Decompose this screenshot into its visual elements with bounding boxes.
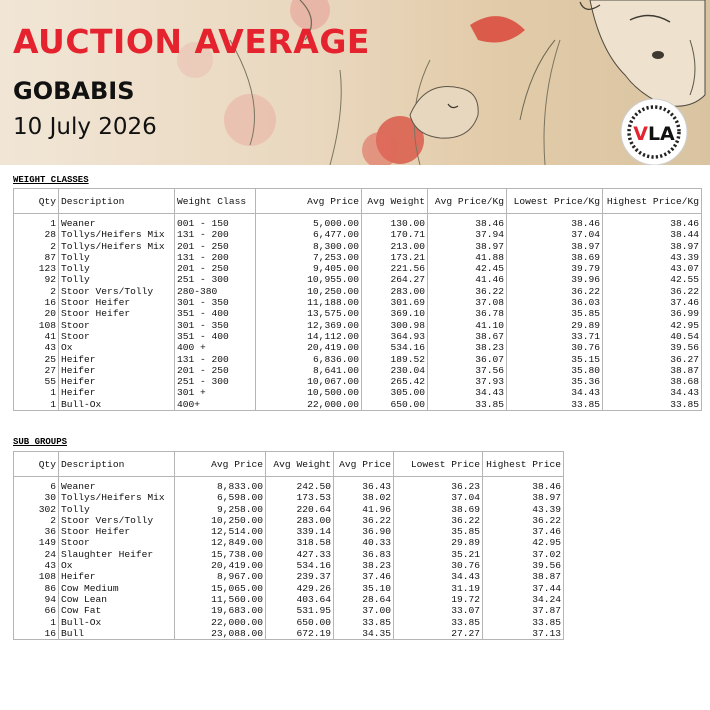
- table-cell: 189.52: [362, 354, 428, 365]
- column-header: Qty: [14, 189, 59, 214]
- table-cell: 534.16: [362, 342, 428, 353]
- table-cell: 37.94: [428, 229, 507, 240]
- table-cell: 239.37: [266, 571, 334, 582]
- table-cell: Stoor: [59, 537, 175, 548]
- column-header: Avg Price: [256, 189, 362, 214]
- table-row: [14, 549, 564, 560]
- auction-location: GOBABIS: [13, 77, 135, 105]
- table-cell: Tolly: [59, 504, 175, 515]
- table-cell: 131 - 200: [175, 252, 256, 263]
- table-cell: 34.43: [428, 387, 507, 398]
- column-header: Qty: [14, 452, 59, 477]
- table-cell: Slaughter Heifer: [59, 549, 175, 560]
- table-cell: 351 - 400: [175, 331, 256, 342]
- table-cell: 22,000.00: [256, 399, 362, 411]
- table-row: [14, 376, 702, 387]
- table-cell: Tollys/Heifers Mix: [59, 492, 175, 503]
- table-cell: 34.43: [507, 387, 603, 398]
- table-cell: 35.10: [334, 583, 394, 594]
- table-cell: 28: [14, 229, 59, 240]
- table-cell: 37.00: [334, 605, 394, 616]
- table-row: [14, 399, 702, 411]
- table-row: [14, 286, 702, 297]
- table-cell: 41.46: [428, 274, 507, 285]
- table-cell: 31.19: [394, 583, 483, 594]
- table-cell: 6,477.00: [256, 229, 362, 240]
- table-row: [14, 387, 702, 398]
- table-cell: 351 - 400: [175, 308, 256, 319]
- table-row: [14, 515, 564, 526]
- table-cell: 220.64: [266, 504, 334, 515]
- table-cell: 20: [14, 308, 59, 319]
- table-row: [14, 617, 564, 628]
- table-cell: 38.46: [483, 477, 564, 493]
- table-cell: 36.22: [394, 515, 483, 526]
- table-cell: 42.55: [603, 274, 702, 285]
- table-cell: 230.04: [362, 365, 428, 376]
- table-cell: Bull-Ox: [59, 399, 175, 411]
- table-cell: 6,598.00: [175, 492, 266, 503]
- table-cell: Tolly: [59, 263, 175, 274]
- table-cell: Stoor: [59, 331, 175, 342]
- table-cell: 9,405.00: [256, 263, 362, 274]
- table-cell: 531.95: [266, 605, 334, 616]
- table-cell: 43: [14, 342, 59, 353]
- table-cell: 400+: [175, 399, 256, 411]
- table-cell: Bull-Ox: [59, 617, 175, 628]
- table-cell: 38.23: [334, 560, 394, 571]
- table-cell: 19.72: [394, 594, 483, 605]
- column-header: Lowest Price/Kg: [507, 189, 603, 214]
- table-row: [14, 331, 702, 342]
- table-cell: 38.44: [603, 229, 702, 240]
- table-cell: 302: [14, 504, 59, 515]
- table-row: [14, 354, 702, 365]
- table-cell: 37.44: [483, 583, 564, 594]
- table-cell: 33.07: [394, 605, 483, 616]
- table-cell: 38.46: [603, 214, 702, 230]
- table-cell: 36: [14, 526, 59, 537]
- table-cell: 36.22: [507, 286, 603, 297]
- table-cell: 38.97: [507, 241, 603, 252]
- table-cell: 001 - 150: [175, 214, 256, 230]
- column-header: Avg Price: [334, 452, 394, 477]
- column-header: Lowest Price: [394, 452, 483, 477]
- table-cell: 38.69: [394, 504, 483, 515]
- table-cell: 39.56: [603, 342, 702, 353]
- table-cell: 38.67: [428, 331, 507, 342]
- table-cell: 251 - 300: [175, 376, 256, 387]
- table-cell: 35.36: [507, 376, 603, 387]
- table-row: [14, 274, 702, 285]
- table-cell: 149: [14, 537, 59, 548]
- table-cell: 22,000.00: [175, 617, 266, 628]
- table-cell: 35.15: [507, 354, 603, 365]
- table-cell: 12,849.00: [175, 537, 266, 548]
- table-cell: 301 - 350: [175, 297, 256, 308]
- table-cell: 41.10: [428, 320, 507, 331]
- table-cell: Weaner: [59, 477, 175, 493]
- table-cell: 35.80: [507, 365, 603, 376]
- table-cell: Heifer: [59, 571, 175, 582]
- table-cell: 1: [14, 399, 59, 411]
- table-row: [14, 537, 564, 548]
- table-cell: 33.85: [483, 617, 564, 628]
- table-row: [14, 594, 564, 605]
- table-cell: 16: [14, 297, 59, 308]
- table-cell: 10,250.00: [256, 286, 362, 297]
- column-header: Highest Price/Kg: [603, 189, 702, 214]
- table-cell: 34.35: [334, 628, 394, 640]
- table-cell: 39.56: [483, 560, 564, 571]
- table-cell: Tolly: [59, 274, 175, 285]
- table-cell: 170.71: [362, 229, 428, 240]
- table-cell: 42.45: [428, 263, 507, 274]
- page-title: AUCTION AVERAGE: [13, 22, 370, 61]
- table-cell: Heifer: [59, 376, 175, 387]
- table-cell: 265.42: [362, 376, 428, 387]
- table-cell: 86: [14, 583, 59, 594]
- table-cell: 8,967.00: [175, 571, 266, 582]
- table-cell: 28.64: [334, 594, 394, 605]
- table-cell: 6,836.00: [256, 354, 362, 365]
- table-cell: 11,188.00: [256, 297, 362, 308]
- table-cell: 534.16: [266, 560, 334, 571]
- table-cell: 27.27: [394, 628, 483, 640]
- table-cell: 34.43: [603, 387, 702, 398]
- table-cell: Ox: [59, 560, 175, 571]
- table-cell: 403.64: [266, 594, 334, 605]
- table-cell: 39.96: [507, 274, 603, 285]
- table-cell: Cow Fat: [59, 605, 175, 616]
- table-cell: 37.02: [483, 549, 564, 560]
- table-cell: 400 +: [175, 342, 256, 353]
- table-cell: 10,067.00: [256, 376, 362, 387]
- table-cell: 2: [14, 286, 59, 297]
- column-header: Description: [59, 189, 175, 214]
- table-cell: 108: [14, 320, 59, 331]
- table-cell: 280-380: [175, 286, 256, 297]
- table-cell: 650.00: [266, 617, 334, 628]
- table-row: [14, 342, 702, 353]
- table-cell: 108: [14, 571, 59, 582]
- table-row: [14, 320, 702, 331]
- table-cell: 36.27: [603, 354, 702, 365]
- table-cell: Bull: [59, 628, 175, 640]
- table-cell: Stoor Vers/Tolly: [59, 515, 175, 526]
- table-cell: 8,300.00: [256, 241, 362, 252]
- table-cell: 213.00: [362, 241, 428, 252]
- table-cell: 339.14: [266, 526, 334, 537]
- table-cell: 29.89: [394, 537, 483, 548]
- table-cell: 131 - 200: [175, 354, 256, 365]
- table-cell: 283.00: [362, 286, 428, 297]
- table-cell: 301 - 350: [175, 320, 256, 331]
- table-cell: 14,112.00: [256, 331, 362, 342]
- table-cell: Stoor Heifer: [59, 297, 175, 308]
- svg-text:VLA: VLA: [633, 123, 675, 145]
- table-cell: 427.33: [266, 549, 334, 560]
- table-cell: 38.46: [507, 214, 603, 230]
- table-cell: 37.04: [394, 492, 483, 503]
- table-cell: 5,000.00: [256, 214, 362, 230]
- table-cell: 33.85: [603, 399, 702, 411]
- table-row: [14, 605, 564, 616]
- table-cell: 38.23: [428, 342, 507, 353]
- table-row: [14, 214, 702, 230]
- table-cell: 35.21: [394, 549, 483, 560]
- table-row: [14, 241, 702, 252]
- table-cell: 301 +: [175, 387, 256, 398]
- table-cell: 36.03: [507, 297, 603, 308]
- table-cell: 38.02: [334, 492, 394, 503]
- table-cell: 8,833.00: [175, 477, 266, 493]
- table-cell: 37.13: [483, 628, 564, 640]
- table-cell: 264.27: [362, 274, 428, 285]
- table-cell: 37.87: [483, 605, 564, 616]
- table-cell: 30.76: [507, 342, 603, 353]
- weight-classes-table: [13, 188, 702, 411]
- table-cell: 33.85: [334, 617, 394, 628]
- table-cell: 34.24: [483, 594, 564, 605]
- table-row: [14, 263, 702, 274]
- table-cell: 15,065.00: [175, 583, 266, 594]
- table-cell: 36.78: [428, 308, 507, 319]
- column-header: Avg Weight: [362, 189, 428, 214]
- table-cell: 12,514.00: [175, 526, 266, 537]
- table-cell: 41.88: [428, 252, 507, 263]
- table-cell: Heifer: [59, 354, 175, 365]
- table-cell: 38.46: [428, 214, 507, 230]
- table-cell: 221.56: [362, 263, 428, 274]
- table-cell: 650.00: [362, 399, 428, 411]
- table-cell: 429.26: [266, 583, 334, 594]
- table-cell: 10,500.00: [256, 387, 362, 398]
- table-cell: Tollys/Heifers Mix: [59, 229, 175, 240]
- table-cell: 40.54: [603, 331, 702, 342]
- column-header: Avg Price/Kg: [428, 189, 507, 214]
- table-cell: Weaner: [59, 214, 175, 230]
- table-cell: 15,738.00: [175, 549, 266, 560]
- table-cell: Stoor Heifer: [59, 308, 175, 319]
- table-cell: 13,575.00: [256, 308, 362, 319]
- table-cell: 242.50: [266, 477, 334, 493]
- table-cell: 7,253.00: [256, 252, 362, 263]
- column-header: Weight Class: [175, 189, 256, 214]
- table-cell: 40.33: [334, 537, 394, 548]
- table-cell: 301.69: [362, 297, 428, 308]
- table-cell: 38.97: [603, 241, 702, 252]
- table-cell: 173.21: [362, 252, 428, 263]
- table-cell: 23,088.00: [175, 628, 266, 640]
- table-row: [14, 477, 564, 493]
- table-cell: Stoor: [59, 320, 175, 331]
- table-cell: Tollys/Heifers Mix: [59, 241, 175, 252]
- table-row: [14, 571, 564, 582]
- table-cell: 19,683.00: [175, 605, 266, 616]
- auction-date: 10 July 2026: [13, 114, 157, 140]
- table-cell: Heifer: [59, 387, 175, 398]
- table-row: [14, 365, 702, 376]
- table-cell: 123: [14, 263, 59, 274]
- table-cell: 41.96: [334, 504, 394, 515]
- table-cell: 36.22: [603, 286, 702, 297]
- table-cell: 37.46: [483, 526, 564, 537]
- table-cell: 35.85: [394, 526, 483, 537]
- table-cell: 92: [14, 274, 59, 285]
- table-cell: 36.22: [334, 515, 394, 526]
- table-cell: 6: [14, 477, 59, 493]
- table-cell: 24: [14, 549, 59, 560]
- table-cell: 2: [14, 515, 59, 526]
- table-cell: 36.22: [428, 286, 507, 297]
- table-row: [14, 583, 564, 594]
- table-cell: 37.08: [428, 297, 507, 308]
- table-cell: 16: [14, 628, 59, 640]
- table-cell: 43.07: [603, 263, 702, 274]
- table-row: [14, 504, 564, 515]
- vla-logo: [619, 97, 689, 165]
- sub-groups-title: SUB GROUPS: [13, 437, 68, 447]
- table-row: [14, 229, 702, 240]
- table-cell: 283.00: [266, 515, 334, 526]
- header-banner: [0, 0, 710, 165]
- table-row: [14, 492, 564, 503]
- table-cell: 25: [14, 354, 59, 365]
- table-cell: 33.85: [394, 617, 483, 628]
- table-cell: Stoor Heifer: [59, 526, 175, 537]
- table-cell: 33.85: [507, 399, 603, 411]
- table-cell: 38.97: [483, 492, 564, 503]
- table-cell: 9,258.00: [175, 504, 266, 515]
- table-cell: 318.58: [266, 537, 334, 548]
- table-cell: 87: [14, 252, 59, 263]
- table-cell: 37.04: [507, 229, 603, 240]
- table-cell: 34.43: [394, 571, 483, 582]
- table-cell: 43: [14, 560, 59, 571]
- table-cell: 43.39: [483, 504, 564, 515]
- table-cell: Stoor Vers/Tolly: [59, 286, 175, 297]
- table-cell: 305.00: [362, 387, 428, 398]
- table-cell: 364.93: [362, 331, 428, 342]
- table-cell: 130.00: [362, 214, 428, 230]
- table-cell: Heifer: [59, 365, 175, 376]
- table-cell: Tolly: [59, 252, 175, 263]
- table-cell: 33.85: [428, 399, 507, 411]
- table-cell: 10,250.00: [175, 515, 266, 526]
- table-cell: 36.23: [394, 477, 483, 493]
- table-cell: 20,419.00: [256, 342, 362, 353]
- table-cell: 27: [14, 365, 59, 376]
- table-cell: 38.87: [483, 571, 564, 582]
- table-cell: Cow Medium: [59, 583, 175, 594]
- table-cell: 30.76: [394, 560, 483, 571]
- table-cell: 36.07: [428, 354, 507, 365]
- table-cell: 29.89: [507, 320, 603, 331]
- table-cell: 201 - 250: [175, 263, 256, 274]
- weight-classes-title: WEIGHT CLASSES: [13, 175, 89, 185]
- table-cell: 10,955.00: [256, 274, 362, 285]
- table-row: [14, 297, 702, 308]
- table-cell: 12,369.00: [256, 320, 362, 331]
- table-cell: 37.93: [428, 376, 507, 387]
- table-row: [14, 560, 564, 571]
- table-cell: 36.83: [334, 549, 394, 560]
- table-cell: Cow Lean: [59, 594, 175, 605]
- table-cell: 201 - 250: [175, 241, 256, 252]
- table-row: [14, 526, 564, 537]
- table-row: [14, 252, 702, 263]
- table-cell: 39.79: [507, 263, 603, 274]
- table-cell: 35.85: [507, 308, 603, 319]
- table-cell: 41: [14, 331, 59, 342]
- table-cell: 37.56: [428, 365, 507, 376]
- column-header: Avg Weight: [266, 452, 334, 477]
- table-cell: 36.99: [603, 308, 702, 319]
- table-cell: Ox: [59, 342, 175, 353]
- table-cell: 43.39: [603, 252, 702, 263]
- table-cell: 66: [14, 605, 59, 616]
- table-cell: 42.95: [603, 320, 702, 331]
- table-cell: 30: [14, 492, 59, 503]
- table-cell: 36.22: [483, 515, 564, 526]
- table-cell: 251 - 300: [175, 274, 256, 285]
- table-cell: 36.90: [334, 526, 394, 537]
- table-row: [14, 308, 702, 319]
- table-cell: 37.46: [334, 571, 394, 582]
- table-cell: 300.98: [362, 320, 428, 331]
- table-cell: 37.46: [603, 297, 702, 308]
- table-cell: 672.19: [266, 628, 334, 640]
- table-cell: 55: [14, 376, 59, 387]
- sub-groups-table: [13, 451, 564, 640]
- table-cell: 42.95: [483, 537, 564, 548]
- table-cell: 38.87: [603, 365, 702, 376]
- table-cell: 369.10: [362, 308, 428, 319]
- column-header: Description: [59, 452, 175, 477]
- table-cell: 38.69: [507, 252, 603, 263]
- table-cell: 131 - 200: [175, 229, 256, 240]
- table-cell: 173.53: [266, 492, 334, 503]
- table-cell: 201 - 250: [175, 365, 256, 376]
- table-cell: 38.68: [603, 376, 702, 387]
- table-cell: 33.71: [507, 331, 603, 342]
- column-header: Highest Price: [483, 452, 564, 477]
- table-row: [14, 628, 564, 640]
- table-cell: 38.97: [428, 241, 507, 252]
- column-header: Avg Price: [175, 452, 266, 477]
- table-cell: 2: [14, 241, 59, 252]
- table-cell: 11,560.00: [175, 594, 266, 605]
- table-cell: 1: [14, 617, 59, 628]
- table-cell: 36.43: [334, 477, 394, 493]
- table-cell: 8,641.00: [256, 365, 362, 376]
- table-cell: 1: [14, 387, 59, 398]
- table-cell: 20,419.00: [175, 560, 266, 571]
- table-cell: 1: [14, 214, 59, 230]
- table-cell: 94: [14, 594, 59, 605]
